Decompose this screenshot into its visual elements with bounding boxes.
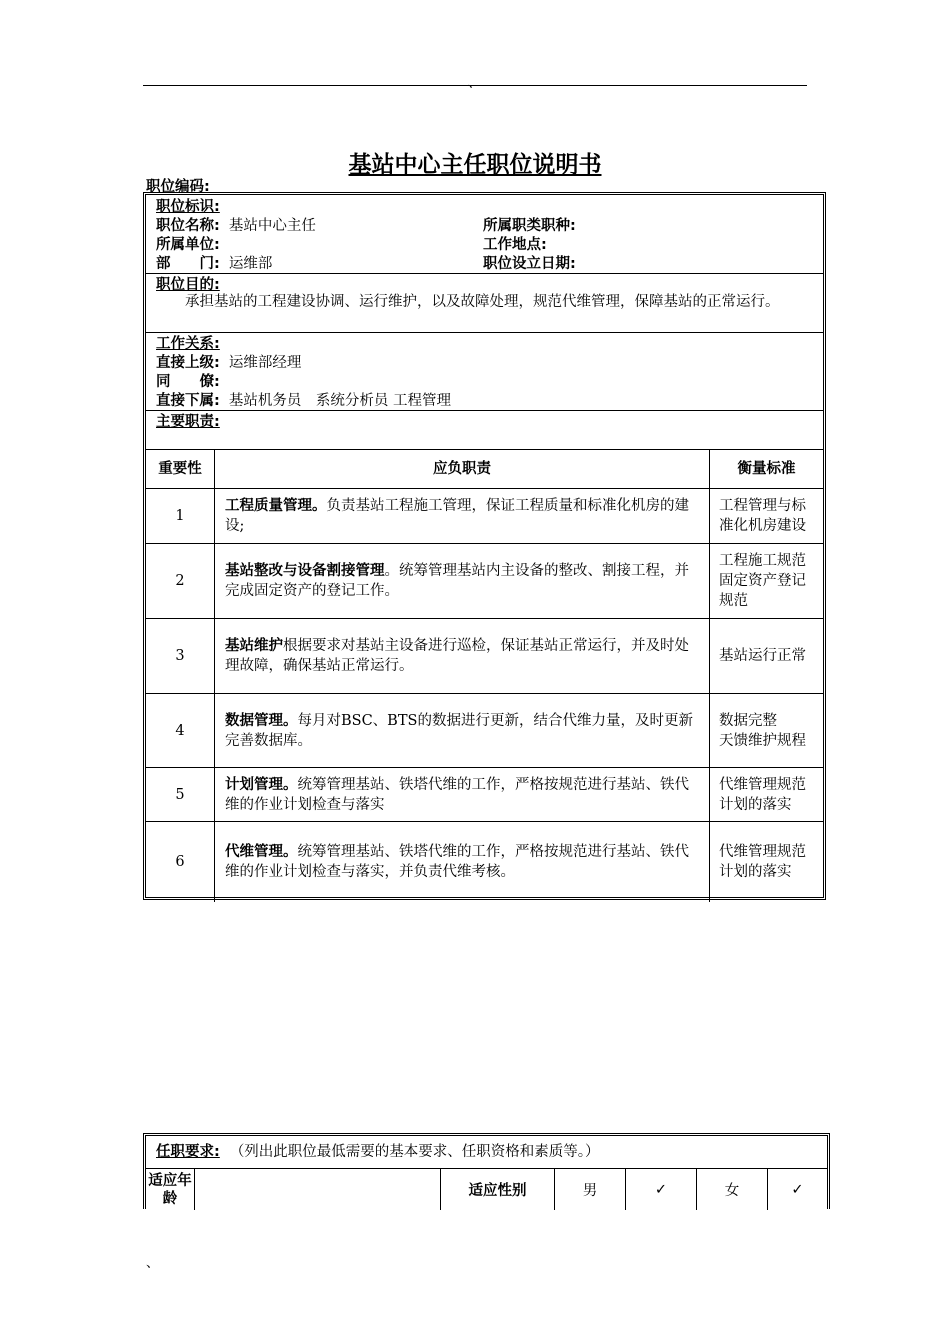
row-number: 1: [146, 489, 215, 544]
duty-text: 。统筹管理基站内主设备的整改、割接工程，并完成固定资产的登记工作。: [225, 563, 689, 599]
peer-label: 同 僚:: [156, 374, 220, 390]
name-row: [156, 217, 316, 235]
col-standard: 衡量标准: [710, 450, 824, 489]
subordinate-label: 直接下属:: [156, 393, 220, 409]
job-description-box: [143, 192, 826, 900]
standard-cell: 代维管理规范 计划的落实: [710, 822, 824, 902]
header-mark: 、: [468, 76, 482, 91]
superior-value: 运维部经理: [228, 355, 302, 371]
position-code-label: 职位编码:: [146, 179, 210, 195]
duty-cell: [215, 489, 710, 544]
duty-title: 计划管理。: [225, 776, 298, 793]
age-value: [195, 1169, 441, 1210]
superior-label: 直接上级:: [156, 355, 220, 371]
identity-section: [146, 195, 823, 274]
duty-title: 代维管理。: [225, 843, 298, 860]
table-row: [146, 768, 823, 822]
relations-section: [146, 332, 823, 411]
purpose-text: 承担基站的工程建设协调、运行维护，以及故障处理，规范代维管理，保障基站的正常运行。: [185, 294, 780, 310]
standard-cell: 工程施工规范 固定资产登记规范: [710, 544, 824, 619]
duties-heading: 主要职责:: [156, 414, 220, 430]
duty-text: 负责基站工程施工管理，保证工程质量和标准化机房的建设;: [225, 498, 689, 534]
duty-title: 工程质量管理。: [225, 498, 327, 514]
standard-cell: 数据完整 天馈维护规程: [710, 694, 824, 768]
table-row: [146, 619, 823, 694]
duties-table: [146, 449, 823, 902]
duty-title: 数据管理。: [225, 712, 298, 729]
table-row: [146, 822, 823, 902]
age-label: 适应年龄: [148, 1172, 192, 1207]
identity-heading: 职位标识:: [156, 199, 220, 215]
requirements-heading: 任职要求:: [156, 1144, 220, 1160]
standard-cell: 代维管理规范 计划的落实: [710, 768, 824, 822]
table-row: [146, 489, 823, 544]
table-row: [146, 544, 823, 619]
name-value: 基站中心主任: [228, 218, 316, 234]
dept-row: [156, 255, 272, 273]
name-label: 职位名称:: [156, 218, 220, 234]
footer-mark: 、: [146, 1256, 160, 1271]
duty-cell: [215, 619, 710, 694]
duty-text: 根据要求对基站主设备进行巡检，保证基站正常运行，并及时处理故障，确保基站正常运行。: [225, 638, 689, 674]
male-label: 男: [555, 1169, 626, 1210]
row-number: 6: [146, 822, 215, 902]
duty-text: 统筹管理基站、铁塔代维的工作，严格按规范进行基站、铁代维的作业计划检查与落实，并负责代维考核。: [225, 843, 689, 880]
date-label: 职位设立日期:: [483, 256, 576, 272]
requirements-header: [146, 1136, 827, 1169]
relations-heading: 工作关系:: [156, 336, 220, 352]
duties-header-row: [146, 450, 823, 489]
duty-cell: [215, 694, 710, 768]
standard-cell: 工程管理与标准化机房建设: [710, 489, 824, 544]
purpose-heading: 职位目的:: [156, 277, 220, 293]
duty-text: 每月对BSC、BTS的数据进行更新，结合代维力量，及时更新完善数据库。: [225, 712, 693, 749]
male-check-icon: ✓: [626, 1169, 697, 1210]
dept-label: 部 门:: [156, 256, 220, 272]
subordinate-row: [156, 392, 451, 410]
subordinate-value: 基站机务员 系统分析员 工程管理: [228, 393, 451, 409]
row-number: 4: [146, 694, 215, 768]
duty-text: 统筹管理基站、铁塔代维的工作，严格按规范进行基站、铁代维的作业计划检查与落实: [225, 776, 689, 813]
row-number: 3: [146, 619, 215, 694]
row-number: 5: [146, 768, 215, 822]
page-title: 基站中心主任职位说明书: [348, 152, 602, 178]
dept-value: 运维部: [228, 256, 273, 272]
superior-row: [156, 354, 301, 372]
col-duty: 应负职责: [215, 450, 710, 489]
duty-cell: [215, 544, 710, 619]
duty-cell: [215, 822, 710, 902]
duty-cell: [215, 768, 710, 822]
duty-title: 基站维护: [225, 638, 283, 654]
header-rule: [143, 85, 807, 86]
requirements-table: [146, 1169, 827, 1210]
requirements-box: [143, 1133, 830, 1209]
col-importance: 重要性: [146, 450, 215, 489]
standard-cell: 基站运行正常: [710, 619, 824, 694]
purpose-section: [146, 273, 823, 333]
requirements-note: （列出此职位最低需要的基本要求、任职资格和素质等。）: [229, 1144, 600, 1160]
gender-label: 适应性别: [441, 1169, 555, 1210]
female-check-icon: ✓: [768, 1169, 828, 1210]
location-label: 工作地点:: [483, 237, 547, 253]
unit-label: 所属单位:: [156, 237, 220, 253]
category-label: 所属职类职种:: [483, 218, 576, 234]
duty-title: 基站整改与设备割接管理: [225, 563, 385, 579]
row-number: 2: [146, 544, 215, 619]
female-label: 女: [697, 1169, 768, 1210]
table-row: [146, 694, 823, 768]
